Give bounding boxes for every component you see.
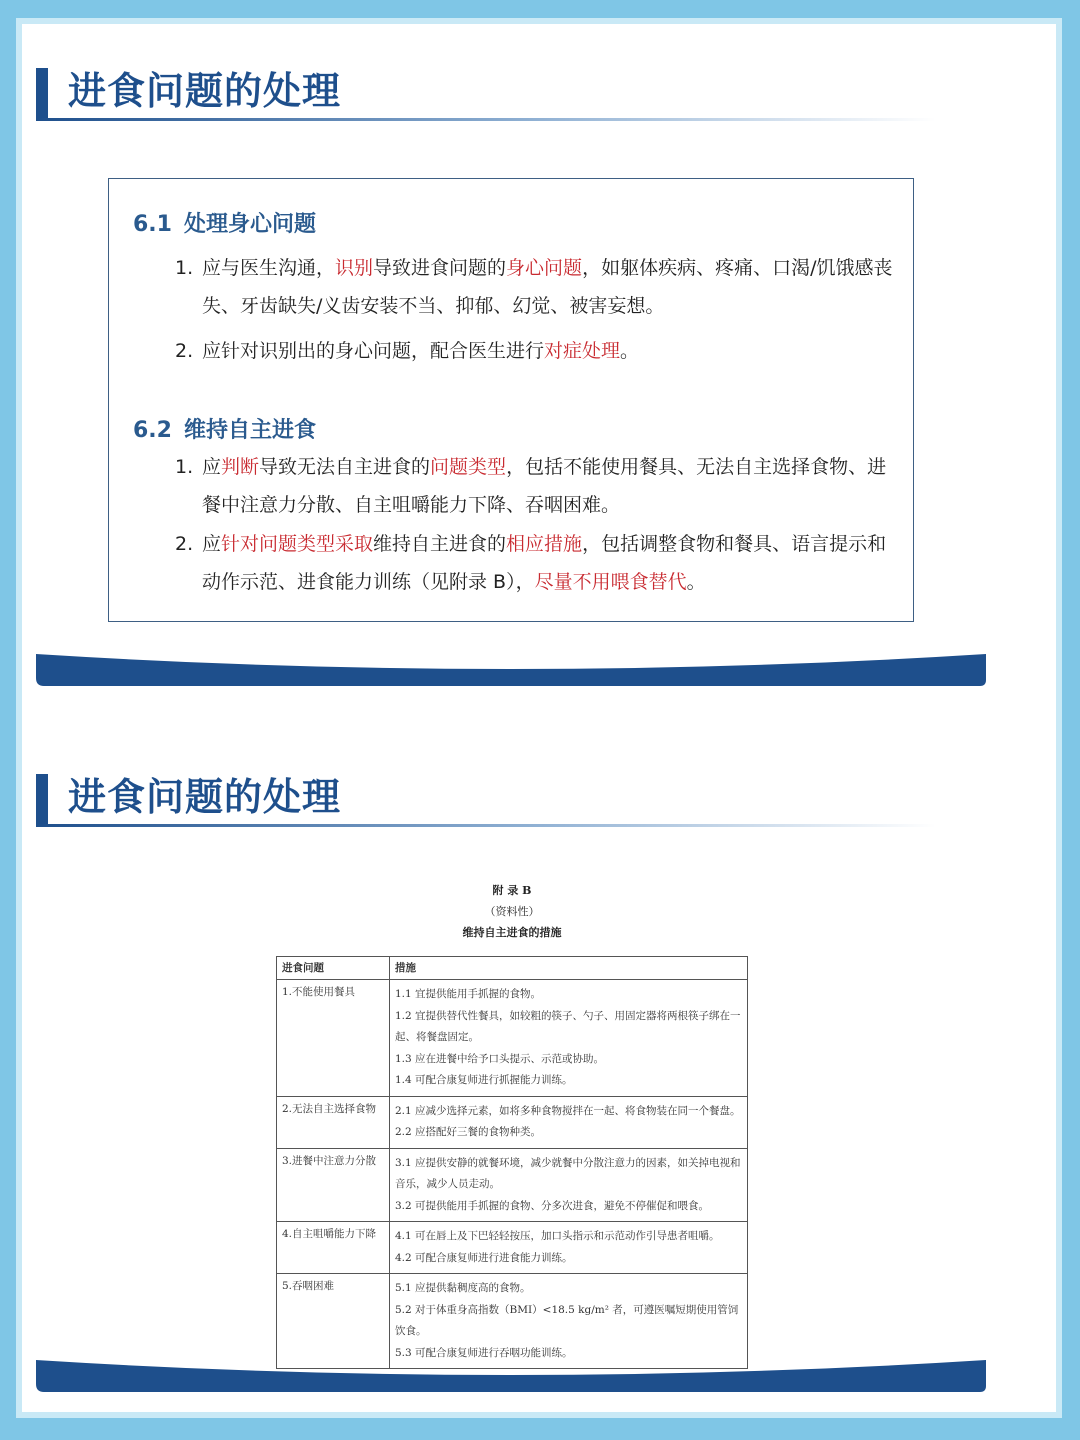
column-header-measures: 措施 [390,957,748,980]
measures-cell [390,1148,748,1222]
problem-cell: 2.无法自主选择食物 [277,1096,390,1148]
item-text [202,249,895,325]
text-run: 。 [620,340,640,362]
section-number: 6.1 [133,212,172,237]
table-row [277,1222,748,1274]
item-text [202,448,895,524]
text-run: 应针对识别出的身心问题，配合医生进行 [202,340,545,362]
measure-item: 1.1 宜提供能用手抓握的食物。 [395,988,542,1000]
measure-item: 1.3 应在进餐中给予口头提示、示范或协助。 [395,1052,605,1065]
measure-item: 5.2 对于体重身高指数（BMI）<18.5 kg/m² 者，可遵医嘱短期使用管饲饮食。 [395,1303,739,1337]
text-run: 导致进食问题的 [373,257,507,279]
item-text [202,332,895,370]
slide-2-title: 进食问题的处理 [68,775,342,819]
section-6-1-item-1 [175,249,895,325]
measure-item: 2.2 应搭配好三餐的食物种类。 [395,1126,542,1138]
wave-divider [36,650,986,688]
highlight-text: 针对问题类型采取 [221,533,374,555]
title-accent-bar [36,68,48,120]
table-row [277,1274,748,1369]
section-6-1-item-2 [175,332,895,370]
highlight-text: 尽量不用喂食替代 [534,571,687,593]
measure-item: 3.2 可提供能用手抓握的食物、分多次进食，避免不停催促和喂食。 [395,1199,710,1212]
text-run: 应 [202,533,222,555]
title-underline [36,118,936,121]
section-6-2-item-2 [175,525,895,601]
measure-item: 5.1 应提供黏稠度高的食物。 [395,1282,531,1294]
problem-cell: 3.进餐中注意力分散 [277,1148,390,1222]
section-6-1-heading [133,207,316,238]
title-underline [36,824,936,827]
measure-item: 2.1 应减少选择元素，如将多种食物搅拌在一起、将食物装在同一个餐盘。 [395,1104,741,1117]
column-header-problem: 进食问题 [277,957,390,980]
table-row [277,980,748,1097]
appendix-subheading: （资料性） [484,905,540,918]
text-run: 应 [202,456,222,478]
text-run: 应与医生沟通， [202,257,336,279]
measures-cell [390,1222,748,1274]
measure-item: 1.2 宜提供替代性餐具，如较粗的筷子、勺子、用固定器将两根筷子绑在一起、将餐盘固定。 [395,1009,741,1043]
table-row [277,1148,748,1222]
text-run: 维持自主进食的 [373,533,507,555]
highlight-text: 判断 [221,456,260,478]
measure-item: 5.3 可配合康复师进行吞咽功能训练。 [395,1346,573,1359]
problem-cell: 4.自主咀嚼能力下降 [277,1222,390,1274]
problem-cell: 5.吞咽困难 [277,1274,390,1369]
problem-cell: 1.不能使用餐具 [277,980,390,1097]
appendix-heading: 附 录 B [492,884,532,897]
wave-divider [36,1356,986,1394]
text-run: ，包括调整食物和餐具、语言提示和动作示范、进食能力训练（见附录 B）， [202,533,887,593]
text-run: ，包括不能使用餐具、无法自主选择食物、进餐中注意力分散、自主咀嚼能力下降、吞咽困难。 [202,456,887,516]
slide-2-title-block [36,772,946,826]
text-run: ，如躯体疾病、疼痛、口渴/饥饿感丧失、牙齿缺失/义齿安装不当、抑郁、幻觉、被害妄想。 [202,257,893,317]
title-accent-bar [36,774,48,826]
highlight-text: 问题类型 [430,456,507,478]
item-number: 1. [175,257,194,279]
slide-1-title: 进食问题的处理 [68,69,342,113]
text-run: 。 [686,571,706,593]
section-6-2-item-1 [175,448,895,524]
highlight-text: 对症处理 [544,340,621,362]
measure-item: 4.2 可配合康复师进行进食能力训练。 [395,1251,573,1264]
item-number: 2. [175,533,194,555]
table-header-row [277,957,748,980]
text-run: 导致无法自主进食的 [259,456,431,478]
highlight-text: 身心问题 [506,257,583,279]
item-number: 1. [175,456,194,478]
section-title: 维持自主进食 [183,418,316,443]
measures-cell [390,1274,748,1369]
item-text [202,525,895,601]
measures-table [276,956,748,1369]
table-row [277,1096,748,1148]
appendix-b [276,880,748,1359]
measures-cell [390,980,748,1097]
section-6-2-heading [133,413,316,444]
highlight-text: 相应措施 [506,533,583,555]
measure-item: 3.1 应提供安静的就餐环境，减少就餐中分散注意力的因素，如关掉电视和音乐，减少人员走动。 [395,1156,741,1190]
section-number: 6.2 [133,418,172,443]
measure-item: 4.1 可在唇上及下巴轻轻按压，加口头指示和示范动作引导患者咀嚼。 [395,1230,720,1242]
highlight-text: 识别 [335,257,374,279]
section-title: 处理身心问题 [183,212,316,237]
measure-item: 1.4 可配合康复师进行抓握能力训练。 [395,1074,573,1086]
item-number: 2. [175,340,194,362]
content-card [108,178,914,622]
slide-1-title-block [36,66,946,120]
appendix-title: 维持自主进食的措施 [462,926,562,939]
measures-cell [390,1096,748,1148]
